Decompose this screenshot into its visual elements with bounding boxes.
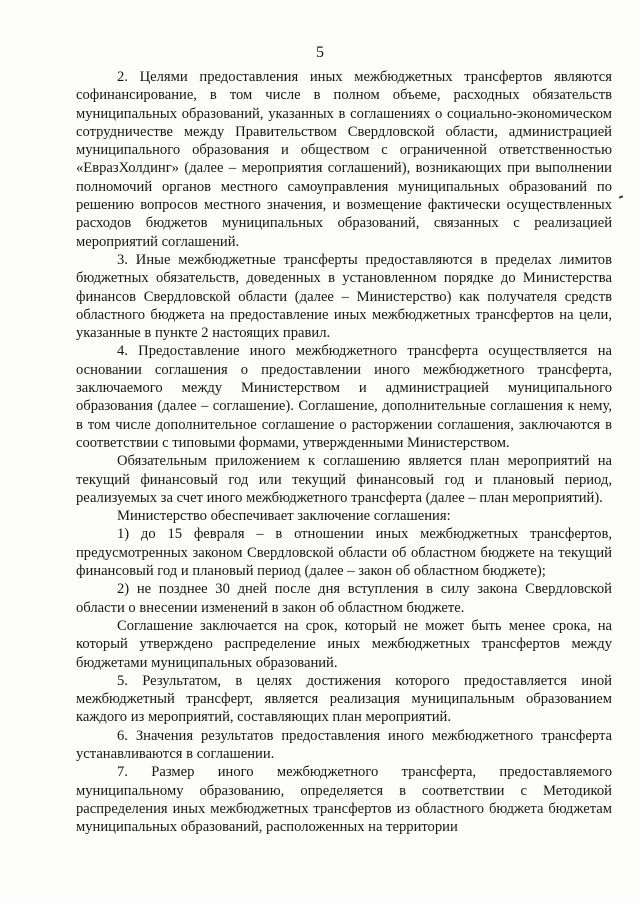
paragraph-6-values: 6. Значения результатов предоставления иного межбюджетного трансферта устанавливаются в соглашении. xyxy=(76,727,612,762)
paragraph-ministry-ensures: Министерство обеспечивает заключение соглашения: xyxy=(117,508,451,525)
paragraph-plan-annex: Обязательным приложением к соглашению является план мероприятий на текущий финансовый год или текущий финансовый год и плановый период, реализуемых за счет иного межбюджетного трансферта (далее – план мероприятий). xyxy=(76,453,612,506)
paragraph-item-2: 2) не позднее 30 дней после дня вступления в силу закона Свердловской области о внесении изменений в закон об областном бюджете. xyxy=(76,581,612,616)
paragraph-7-amount: 7. Размер иного межбюджетного трансферта, предоставляемого муниципальному образованию, определяется в соответствии с Методикой распределения иных межбюджетных трансфертов из областного бюджета бюджетам муниципальных образований, расположенных на территории xyxy=(76,764,612,836)
paragraph-agreement-term: Соглашение заключается на срок, который не может быть менее срока, на который утверждено распределение иных межбюджетных трансфертов между бюджетами муниципальных образований. xyxy=(76,617,612,671)
scan-speck xyxy=(619,195,623,198)
paragraph-5-result: 5. Результатом, в целях достижения которого предоставляется иной межбюджетный трансферт, является реализация муниципальным образованием каждого из мероприятий, составляющих план мероприятий. xyxy=(76,672,612,726)
paragraph-2-goals: 2. Целями предоставления иных межбюджетных трансфертов являются софинансирование, в том числе в полном объеме, расходных обязательств муниципальных образований, указанных в соглашениях о социально-экономическом сотрудничестве между Правительством Свердловской области, администрацией муниципального образования и обществом с ограниченной ответственностью «ЕвразХолдинг» (далее – мероприятия соглашений), возникающих при выполнении полномочий органов местного самоуправления муниципальных образований по решению вопросов местного значения, и возмещение фактически осуществленных расходов бюджетов муниципальных образований, связанных с реализацией мероприятий соглашений. xyxy=(76,69,612,250)
paragraph-4-agreement: 4. Предоставление иного межбюджетного трансферта осуществляется на основании соглашения о предоставлении иного межбюджетного трансферта, заключаемого между Министерством и администрацией муниципального образования (далее – соглашение). Соглашение, дополнительные соглашения к нему, в том числе дополнительное соглашение о расторжении соглашения, заключаются в соответствии с типовыми формами, утвержденными Министерством. xyxy=(76,343,612,451)
paragraph-3-limits: 3. Иные межбюджетные трансферты предоставляются в пределах лимитов бюджетных обязательств, доведенных в установленном порядке до Министерства финансов Свердловской области (далее – Министерство) как получателя средств областного бюджета на предоставление иных межбюджетных трансфертов на цели, указанные в пункте 2 настоящих правил. xyxy=(76,251,612,342)
page-number: 5 xyxy=(316,44,324,61)
document-body xyxy=(76,68,612,836)
paragraph-item-1: 1) до 15 февраля – в отношении иных межбюджетных трансфертов, предусмотренных законом Свердловской области об областном бюджете на текущий финансовый год и плановый период (далее – закон об областном бюджете); xyxy=(76,526,612,580)
